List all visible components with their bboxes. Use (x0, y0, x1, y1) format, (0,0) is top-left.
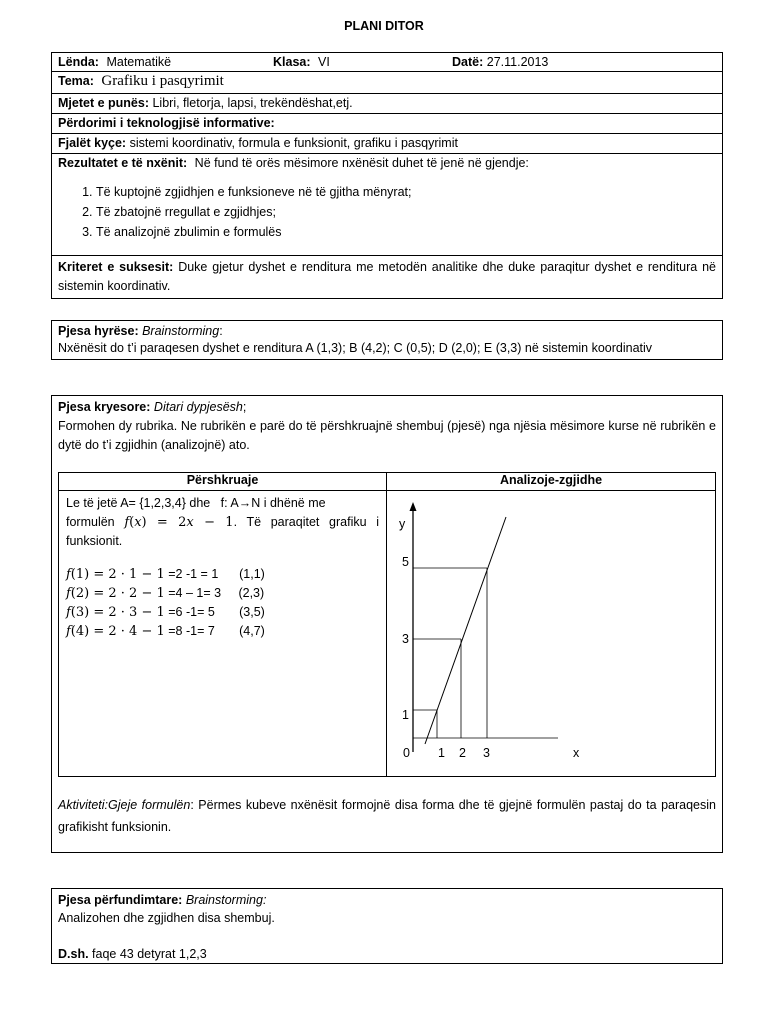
desc-line-1: Le të jetë A= {1,2,3,4} dhe f: A→N i dhënë me (66, 496, 326, 510)
calc-line: 𝑓(1) = 2 · 1 − 1 =2 -1 = 1 (1,1) (66, 567, 265, 582)
desc-formula: 𝑓(𝑥) = 2𝑥 − 1 (124, 515, 234, 530)
class-label: Klasa: (273, 55, 311, 69)
criteria-label: Kriteret e suksesit: (58, 260, 174, 274)
keywords-value: sistemi koordinativ, formula e funksionit, grafiku i pasqyrimit (129, 136, 458, 150)
describe-cell (59, 491, 387, 777)
main-label: Pjesa kryesore: (58, 400, 151, 414)
column-header-analyze: Analizoje-zgjidhe (387, 473, 716, 491)
list-item: 1. Të kuptojnë zgjidhjen e funksioneve në të gjitha mënyrat; (96, 182, 716, 202)
date-label: Datë: (452, 55, 484, 69)
calc-line: 𝑓(4) = 2 · 4 − 1 =8 -1= 7 (4,7) (66, 624, 265, 639)
topic-value: Grafiku i pasqyrimit (101, 73, 224, 89)
subject-row (52, 53, 722, 72)
homework-line (58, 945, 716, 963)
homework-label: D.sh. (58, 947, 89, 961)
y-axis-label: y (399, 517, 406, 531)
subject-value: Matematikë (106, 55, 172, 69)
it-row (52, 114, 722, 134)
date-value: 27.11.2013 (486, 55, 549, 69)
x-axis-label: x (573, 746, 580, 760)
intro-section: Pjesa hyrëse: Brainstorming: Nxënësit do t’i paraqesen dyshet e renditura A (1,3); B (4,2); C (0,5); D (2,0); E (3,3) në sistemin koordinativ (51, 320, 723, 360)
calc-line: 𝑓(2) = 2 · 2 − 1 =4 – 1= 3 (2,3) (66, 586, 265, 601)
main-section: Pjesa kryesore: Ditari dypjesësh; Formohen dy rubrika. Ne rubrikën e parë do të përshkruajnë shembuj (pjesë) nga njësia mësimore kurse në rubrikën e dytë do t’i zgjidhin (analizojnë) ato. Përshkruaje Analizoje-zgjidhe Le të jetë A= {1,2,3,4} dhe f: A→N i dhënë me formulën 𝑓(𝑥) = 2𝑥 − 1. Të paraqitet grafiku i funksionit. 𝑓(1) = 2 · 1 − 1 =2 -1 = 1 (1,1) 𝑓(2) = 2 · 2 − 1 =4 – 1= 3 (2,3) 𝑓(3) = 2 · 3 − 1 =6 -1= 5 (3,5) 𝑓(4) = 2 · 4 − 1 =8 -1= 7 (4,7) y 5 3 1 0 1 2 3 x Aktiviteti:Gjeje formulën: Përmes kubeve nxënësit formojnë disa forma dhe të gjejnë formulën pastaj do ta paraqesin grafikisht funksionin. (51, 395, 723, 853)
keywords-row (52, 134, 722, 154)
x-tick-label: 3 (483, 746, 490, 760)
results-intro: Në fund të orës mësimore nxënësit duhet të jenë në gjendje: (194, 156, 529, 170)
keywords-label: Fjalët kyçe: (58, 136, 127, 150)
activity-block (58, 794, 716, 838)
criteria-value: Duke gjetur dyshet e renditura me metodën analitike dhe duke paraqitur dyshet e renditura në sistemin koordinativ. (58, 260, 716, 293)
y-tick-label: 5 (402, 555, 409, 569)
subject-label: Lënda: (58, 55, 99, 69)
lesson-header-table (51, 52, 723, 299)
y-tick-label: 3 (402, 632, 409, 646)
results-row (52, 154, 722, 256)
topic-row (52, 72, 722, 94)
analyze-cell (387, 491, 716, 777)
results-list (58, 182, 716, 242)
main-method: Ditari dypjesësh (153, 400, 243, 414)
origin-label: 0 (403, 746, 410, 760)
class-value: VI (318, 55, 330, 69)
function-line (425, 517, 506, 744)
calc-line: 𝑓(3) = 2 · 3 − 1 =6 -1= 5 (3,5) (66, 605, 265, 620)
intro-label: Pjesa hyrëse: (58, 324, 139, 338)
tools-row (52, 94, 722, 114)
intro-text: Nxënësit do t’i paraqesen dyshet e renditura A (1,3); B (4,2); C (0,5); D (2,0); E (3,3) në sistemin koordinativ (58, 341, 653, 355)
function-graph (388, 492, 714, 775)
closing-method: Brainstorming: (185, 893, 267, 907)
desc-formula-prefix: formulën (66, 515, 115, 529)
results-label: Rezultatet e të nxënit: (58, 156, 188, 170)
x-tick-label: 2 (459, 746, 466, 760)
topic-label: Tema: (58, 74, 94, 88)
it-label: Përdorimi i teknologjisë informative: (58, 116, 275, 130)
page-title: PLANI DITOR (344, 19, 424, 33)
tools-value: Libri, fletorja, lapsi, trekëndëshat,etj. (152, 96, 353, 110)
homework-text: faqe 43 detyrat 1,2,3 (92, 947, 207, 961)
y-axis-arrow-icon (410, 502, 417, 511)
y-tick-label: 1 (402, 708, 409, 722)
column-header-describe: Përshkruaje (59, 473, 387, 491)
list-item: 3. Të analizojnë zbulimin e formulës (96, 222, 716, 242)
closing-text: Analizohen dhe zgjidhen disa shembuj. (58, 911, 275, 925)
desc-formula-suffix: . Të paraqitet grafiku i funksionit. (66, 515, 379, 548)
analysis-table (58, 472, 716, 777)
intro-method: Brainstorming (142, 324, 220, 338)
closing-label: Pjesa përfundimtare: (58, 893, 183, 907)
activity-text: : Përmes kubeve nxënësit formojnë disa forma dhe të gjejnë formulën pastaj do ta paraqesin grafikisht funksionin. (58, 798, 716, 834)
tools-label: Mjetet e punës: (58, 96, 149, 110)
closing-section (51, 888, 723, 964)
activity-label: Aktiviteti:Gjeje formulën (58, 798, 191, 812)
criteria-row (52, 256, 722, 298)
x-tick-label: 1 (438, 746, 445, 760)
main-text: Formohen dy rubrika. Ne rubrikën e parë do të përshkruajnë shembuj (pjesë) nga njësia mësimore kurse në rubrikën e dytë do t’i zgjidhin (analizojnë) ato. (58, 419, 716, 452)
list-item: 2. Të zbatojnë rregullat e zgjidhjes; (96, 202, 716, 222)
